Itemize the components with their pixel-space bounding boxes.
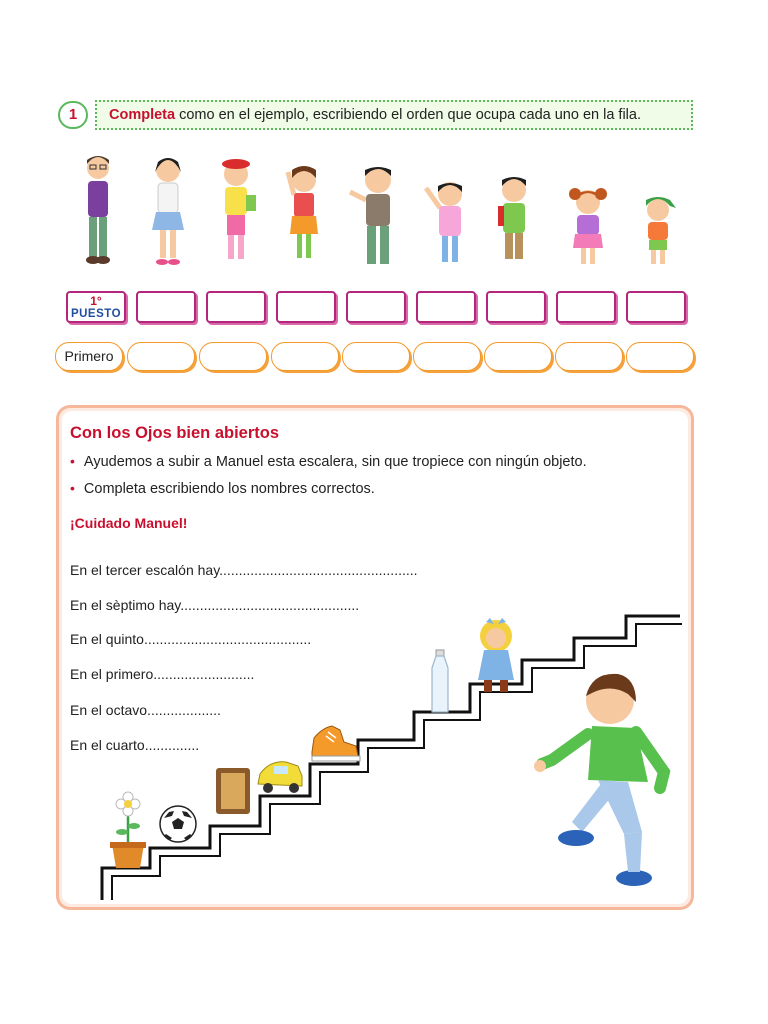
panel-title: Con los Ojos bien abiertos (70, 424, 280, 442)
picture-frame-icon (216, 768, 250, 814)
fill-line-5[interactable]: En el octavo................... (70, 702, 221, 718)
ordinal-box-3[interactable] (199, 342, 267, 371)
ordinal-box-4[interactable] (271, 342, 339, 371)
bullet-dot: • (70, 480, 75, 496)
fill-line-4[interactable]: En el primero.......................... (70, 666, 255, 682)
kid-2-figure (152, 158, 184, 265)
position-box-1 (66, 291, 126, 323)
flower-pot-icon (110, 792, 146, 868)
warning-heading: ¡Cuidado Manuel! (70, 515, 188, 531)
kid-7-figure (498, 177, 526, 259)
ordinal-box-9[interactable] (626, 342, 694, 371)
position-box-2[interactable] (136, 291, 196, 323)
ordinal-box-2[interactable] (127, 342, 195, 371)
bottle-icon (432, 650, 448, 712)
position-box-5[interactable] (346, 291, 406, 323)
kid-4-figure (288, 166, 318, 258)
kid-9-figure (646, 197, 676, 264)
ordinal-box-6[interactable] (413, 342, 481, 371)
ordinal-box-7[interactable] (484, 342, 552, 371)
fill-line-1[interactable]: En el tercer escalón hay................................................... (70, 562, 418, 578)
doll-icon (478, 618, 514, 692)
kid-1-figure (86, 156, 110, 264)
bullet-text: Completa escribiendo los nombres correctos. (83, 481, 375, 497)
position-number: 1° (90, 294, 102, 308)
sneaker-icon (312, 726, 360, 761)
manuel-boy-icon (534, 674, 664, 886)
fill-line-3[interactable]: En el quinto........................................... (70, 631, 312, 647)
position-word: PUESTO (70, 308, 122, 320)
kid-8-figure (569, 188, 607, 264)
staircase-illustration (62, 600, 688, 904)
instruction-keyword: Completa (109, 107, 176, 123)
instruction-text: como en el ejemplo, escribiendo el orden que ocupa cada uno en la fila. (175, 107, 641, 123)
fill-line-6[interactable]: En el cuarto.............. (70, 737, 200, 753)
bullet-dot: • (70, 453, 75, 469)
position-box-7[interactable] (486, 291, 546, 323)
bullet-item-2 (70, 480, 375, 497)
exercise-instruction (95, 100, 693, 130)
kids-row-illustration (58, 150, 694, 280)
position-box-4[interactable] (276, 291, 336, 323)
position-box-3[interactable] (206, 291, 266, 323)
toy-car-icon (258, 762, 302, 793)
fill-line-2[interactable]: En el sèptimo hay.............................................. (70, 597, 360, 613)
position-box-8[interactable] (556, 291, 616, 323)
ordinal-box-1: Primero (55, 342, 123, 371)
soccer-ball-icon (160, 806, 196, 842)
position-box-9[interactable] (626, 291, 686, 323)
bullet-item-1 (70, 453, 587, 470)
ordinal-box-8[interactable] (555, 342, 623, 371)
ordinal-box-5[interactable] (342, 342, 410, 371)
exercise-number-badge: 1 (58, 101, 88, 129)
kid-6-figure (426, 182, 462, 262)
bullet-text: Ayudemos a subir a Manuel esta escalera, sin que tropiece con ningún objeto. (83, 454, 587, 470)
kid-3-figure (222, 159, 256, 259)
kid-5-figure (350, 167, 391, 264)
position-box-6[interactable] (416, 291, 476, 323)
